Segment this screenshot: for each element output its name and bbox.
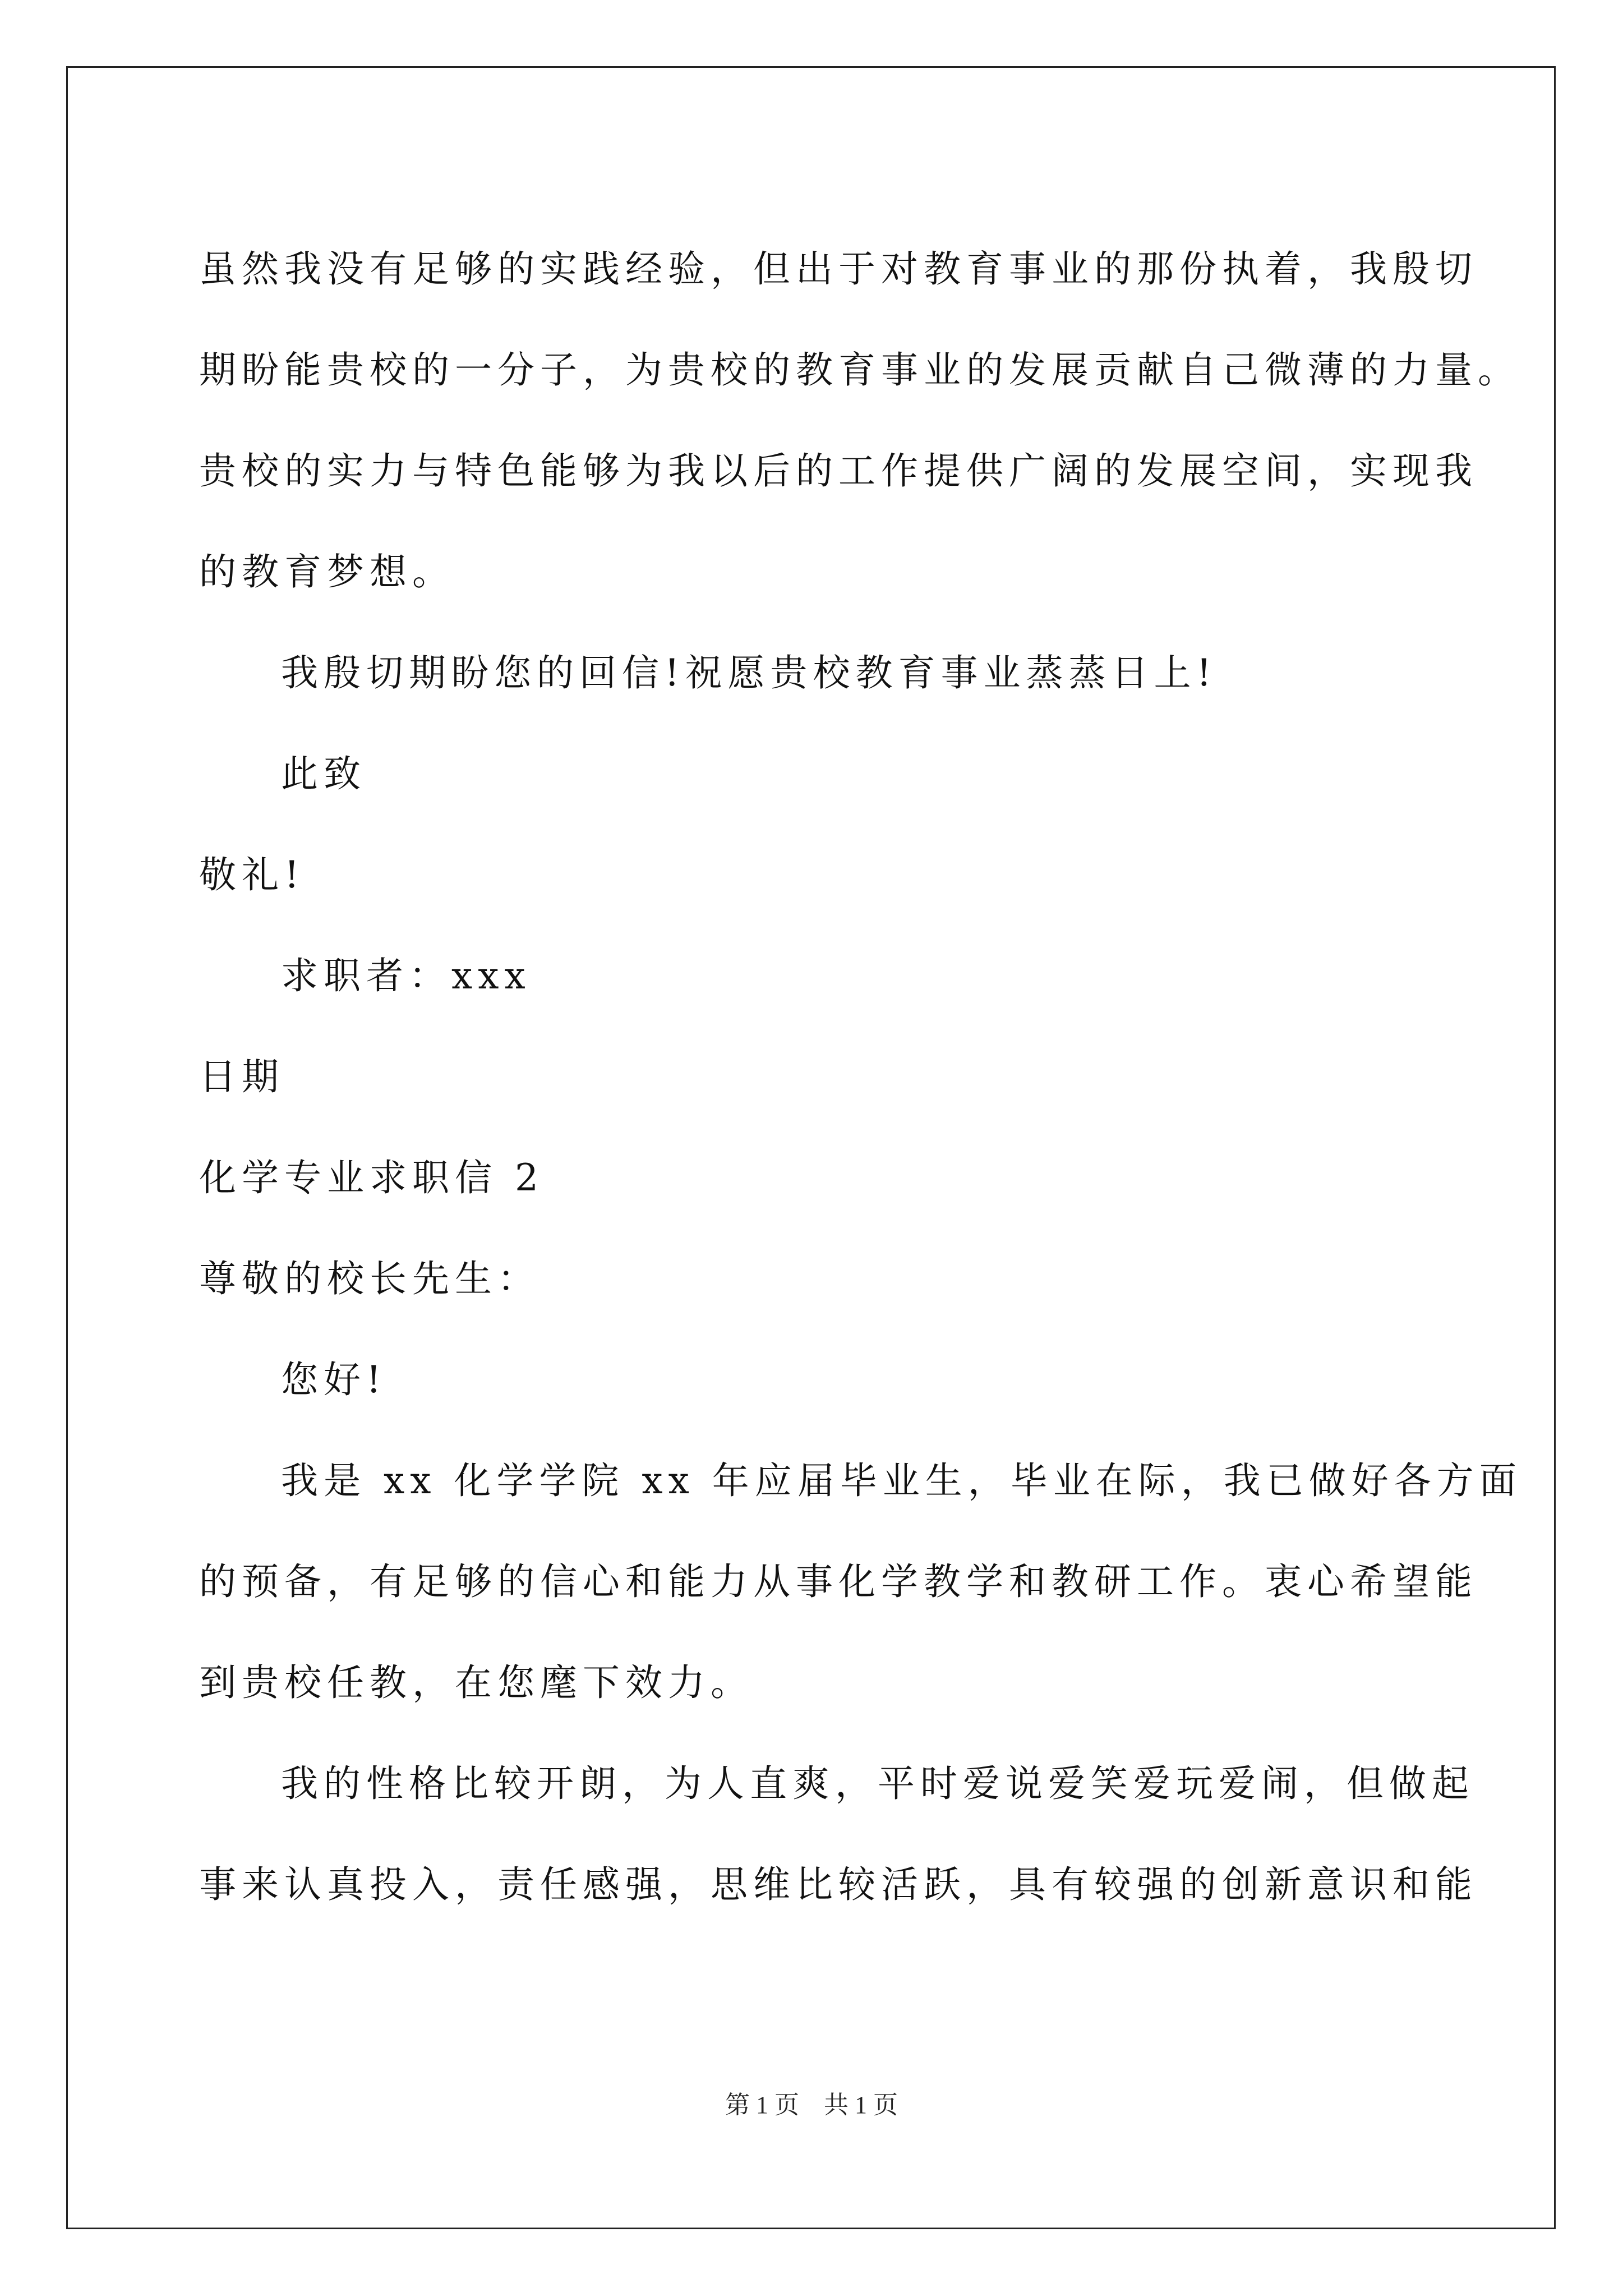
- text-line: 期盼能贵校的一分子，为贵校的教育事业的发展贡献自己微薄的力量。: [199, 348, 1520, 392]
- text-line: 我是 xx 化学学院 xx 年应届毕业生，毕业在际，我已做好各方面: [281, 1459, 1522, 1502]
- text-line: 到贵校任教，在您麾下效力。: [199, 1661, 753, 1704]
- text-line: 贵校的实力与特色能够为我以后的工作提供广阔的发展空间，实现我: [199, 449, 1478, 493]
- text-line: 您好!: [281, 1358, 387, 1401]
- text-line: 我的性格比较开朗，为人直爽，平时爱说爱笑爱玩爱闹，但做起: [281, 1762, 1474, 1805]
- date-line: 日期: [199, 1055, 284, 1098]
- page-footer: 第 1 页 共 1 页: [725, 2091, 898, 2119]
- text-line: 的教育梦想。: [199, 550, 455, 593]
- closing-salutation: 此致: [281, 752, 366, 795]
- text-line: 我殷切期盼您的回信!祝愿贵校教育事业蒸蒸日上!: [281, 651, 1218, 694]
- section-title: 化学专业求职信 2: [199, 1156, 544, 1199]
- text-line: 虽然我没有足够的实践经验，但出于对教育事业的那份执着，我殷切: [199, 247, 1478, 291]
- document-body: [199, 219, 1522, 1935]
- signature-line: 求职者：xxx: [281, 954, 531, 997]
- greeting-line: 尊敬的校长先生：: [199, 1257, 540, 1300]
- text-line: 事来认真投入，责任感强，思维比较活跃，具有较强的创新意识和能: [199, 1863, 1478, 1906]
- closing-regards: 敬礼!: [199, 853, 305, 896]
- text-line: 的预备，有足够的信心和能力从事化学教学和教研工作。衷心希望能: [199, 1560, 1478, 1603]
